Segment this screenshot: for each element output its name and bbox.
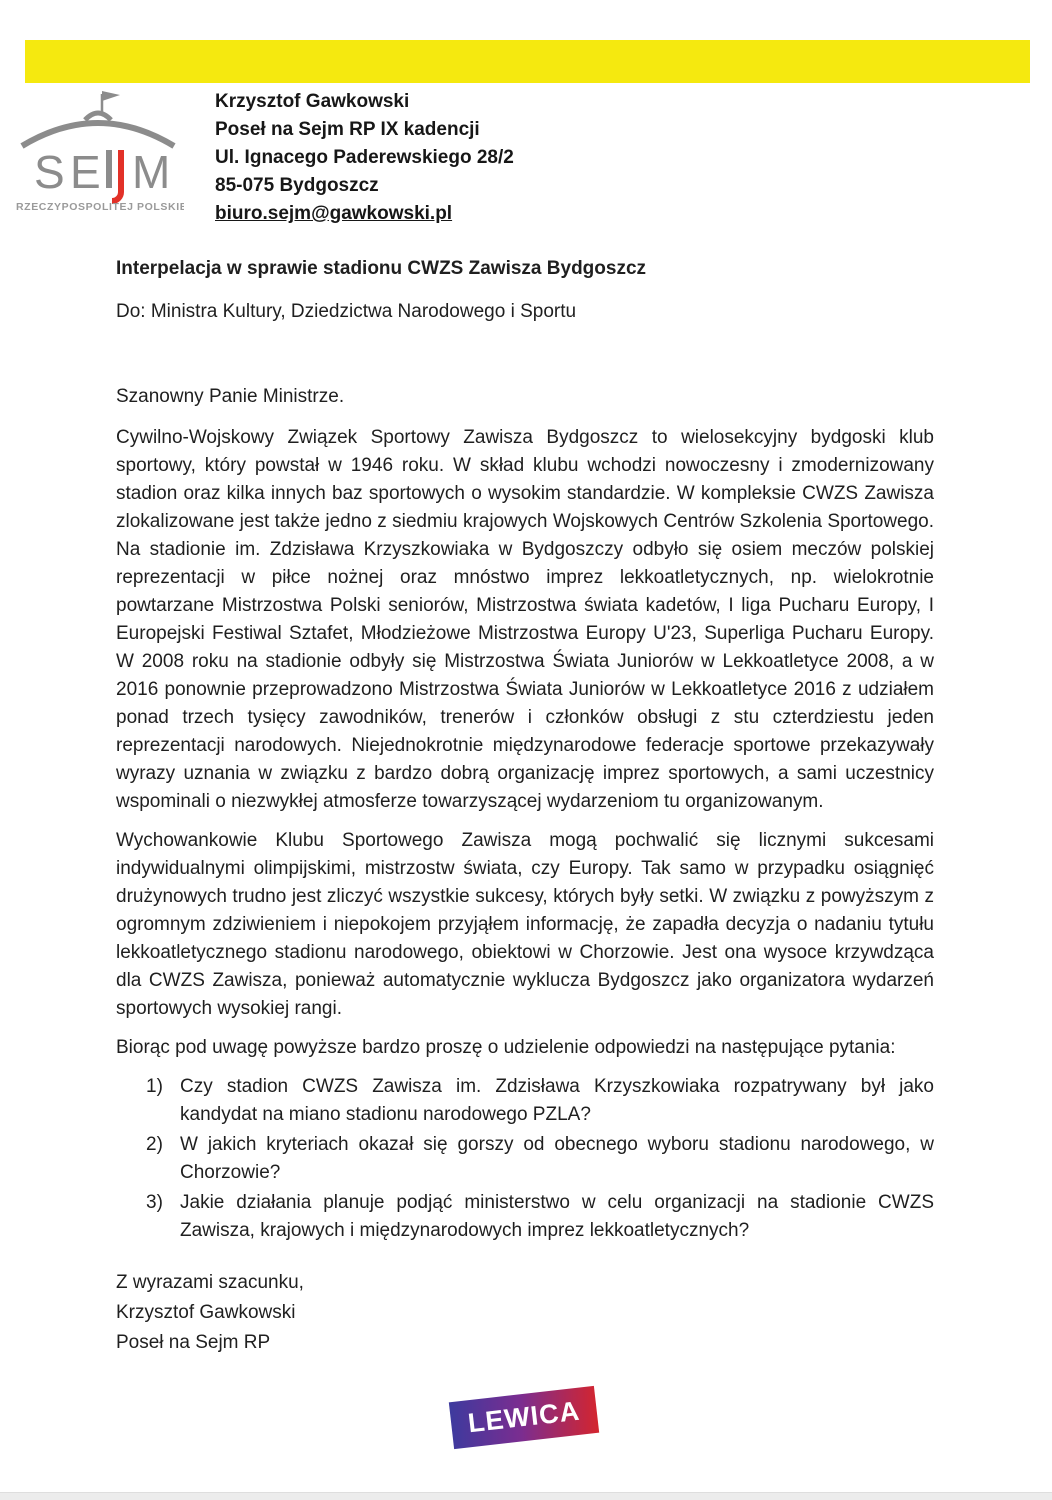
closing-title: Poseł na Sejm RP <box>116 1332 271 1353</box>
question-text: Jakie działania planuje podjąć ministerstwo w celu organizacji na stadionie CWZS Zawisza, krajowych i międzynarodowych imprez lekkoatletycznych? <box>180 1192 934 1241</box>
bottom-gray-strip <box>0 1492 1052 1500</box>
sejm-letter-m: M <box>132 146 171 198</box>
sejm-dome-icon <box>14 84 184 216</box>
sender-city: 85-075 Bydgoszcz <box>215 175 379 196</box>
question-number: 2) <box>146 1134 163 1155</box>
question-item <box>116 1073 934 1129</box>
question-number: 1) <box>146 1076 163 1097</box>
sejm-letter-s: S <box>34 146 65 198</box>
paragraph-1: Cywilno-Wojskowy Związek Sportowy Zawisza Bydgoszcz to wielosekcyjny bydgoski klub sportowy, który powstał w 1946 roku. W skład klubu wchodzi nowoczesny i zmodernizowany stadion oraz kilka innych baz sportowych o wysokim standardzie. W kompleksie CWZS Zawisza zlokalizowane jest także jedno z siedmiu krajowych Wojskowych Centrów Szkolenia Sportowego. Na stadionie im. Zdzisława Krzyszkowiaka w Bydgoszczy odbyło się osiem meczów polskiej reprezentacji w piłce nożnej oraz mnóstwo imprez lekkoatletycznych, np. wielokrotnie powtarzane Mistrzostwa Polski seniorów, Mistrzostwa świata kadetów, I liga Pucharu Europy, I Europejski Festiwal Sztafet, Młodzieżowe Mistrzostwa Europy U'23, Superliga Pucharu Europy. W 2008 roku na stadionie odbyły się Mistrzostwa Świata Juniorów w Lekkoatletyce 2008, a w 2016 ponownie przeprowadzono Mistrzostwa Świata Juniorów w Lekkoatletyce 2016 z udziałem ponad trzech tysięcy zawodników, trenerów i członków obsługi z stu czterdziestu jeden reprezentacji narodowych. Niejednokrotnie międzynarodowe federacje sportowe przekazywały wyrazy uznania w związku z bardzo dobrą organizację imprez sportowych, a sami uczestnicy wspominali o niezwykłej atmosferze towarzyszącej wydarzeniom tu organizowanym. <box>116 427 934 812</box>
closing-name: Krzysztof Gawkowski <box>116 1302 296 1323</box>
question-text: W jakich kryteriach okazał się gorszy od obecnego wyboru stadionu narodowego, w Chorzowie? <box>180 1134 934 1183</box>
sejm-letter-e: E <box>70 146 101 198</box>
addressee-line: Do: Ministra Kultury, Dziedzictwa Narodowego i Sportu <box>116 301 577 322</box>
question-text: Czy stadion CWZS Zawisza im. Zdzisława Krzyszkowiaka rozpatrywany był jako kandydat na miano stadionu narodowego PZLA? <box>180 1076 934 1125</box>
subject-line: Interpelacja w sprawie stadionu CWZS Zawisza Bydgoszcz <box>116 258 647 279</box>
paragraph-2: Wychowankowie Klubu Sportowego Zawisza mogą pochwalić się licznymi sukcesami indywidualnymi olimpijskimi, mistrzostw świata, czy Europy. Tak samo w przypadku osiągnięć drużynowych trudno jest zliczyć wszystkie sukcesy, których były setki. W związku z powyższym z ogromnym zdziwieniem i niepokojem przyjąłem informację, że zapadła decyzja o nadaniu tytułu lekkoatletycznego stadionu narodowego, obiektowi w Chorzowie. Jest ona wysoce krzywdząca dla CWZS Zawisza, ponieważ automatycznie wyklucza Bydgoszcz jako organizatora wydarzeń sportowych wysokiej rangi. <box>116 830 934 1019</box>
closing-phrase: Z wyrazami szacunku, <box>116 1272 304 1293</box>
sejm-logo <box>14 84 184 216</box>
sejm-caption: RZECZYPOSPOLITEJ POLSKIEJ <box>16 201 184 213</box>
sender-email-link[interactable]: biuro.sejm@gawkowski.pl <box>215 203 453 224</box>
question-item <box>116 1131 934 1187</box>
top-yellow-banner <box>25 40 1030 83</box>
salutation-line: Szanowny Panie Ministrze. <box>116 386 345 407</box>
letter-body <box>116 424 934 1247</box>
question-number: 3) <box>146 1192 163 1213</box>
sender-name: Krzysztof Gawkowski <box>215 91 410 112</box>
closing-block <box>116 1268 304 1358</box>
lewica-logo-label: LEWICA <box>466 1395 582 1439</box>
sender-title: Poseł na Sejm RP IX kadencji <box>215 119 480 140</box>
lewica-logo <box>449 1386 599 1449</box>
question-item <box>116 1189 934 1245</box>
sender-street: Ul. Ignacego Paderewskiego 28/2 <box>215 147 514 168</box>
paragraph-3: Biorąc pod uwagę powyższe bardzo proszę o udzielenie odpowiedzi na następujące pytania: <box>116 1037 896 1058</box>
questions-list <box>116 1073 934 1245</box>
sender-block <box>215 88 514 228</box>
